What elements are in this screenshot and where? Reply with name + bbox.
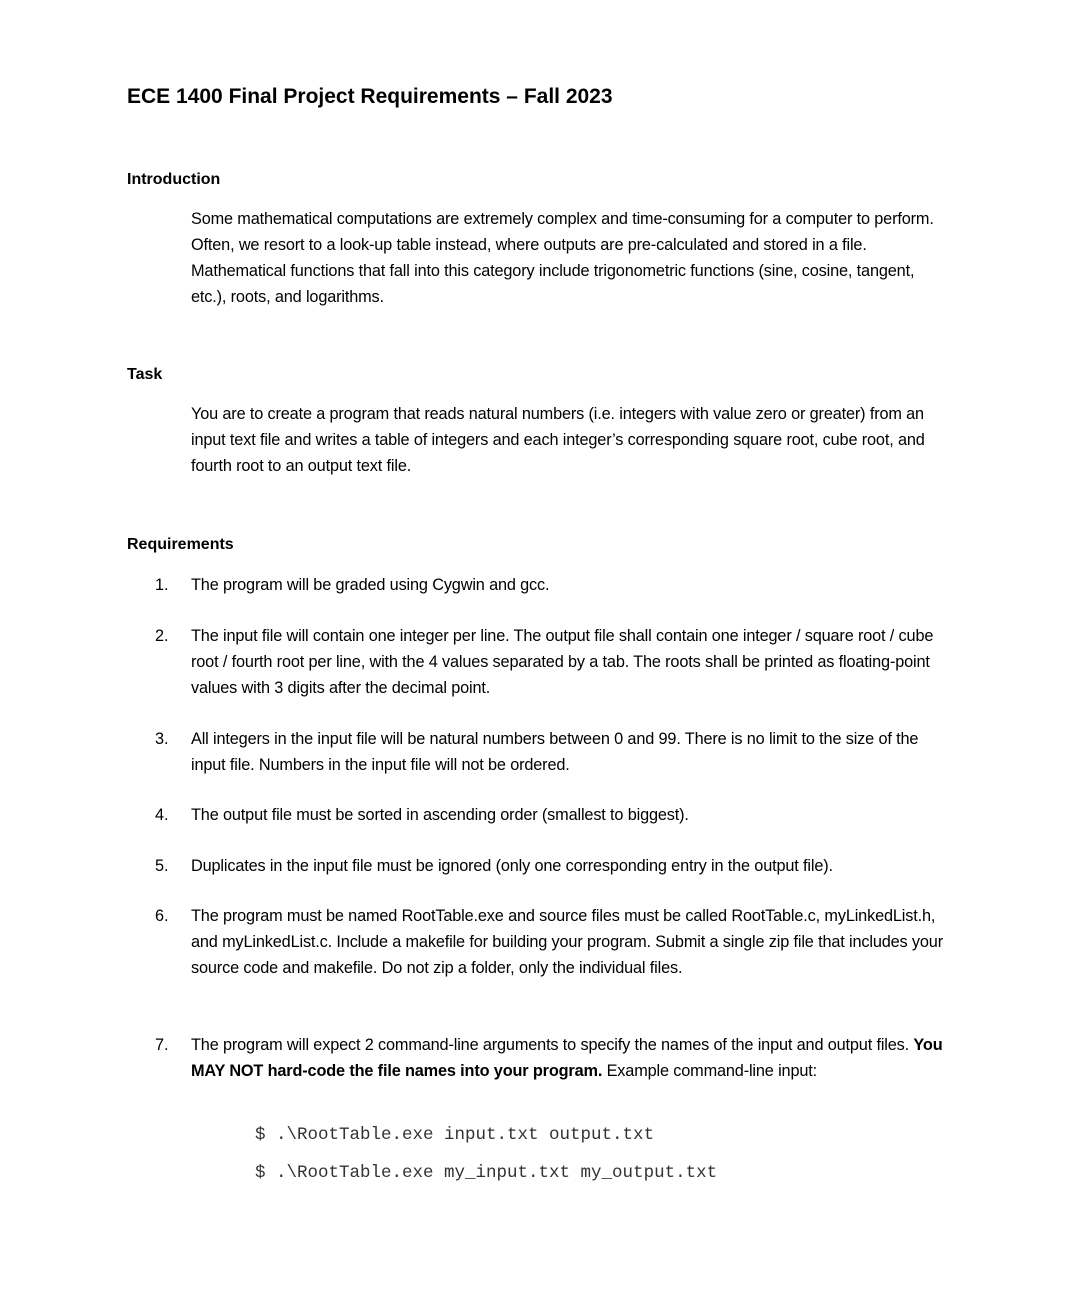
requirement-text: Duplicates in the input file must be ignored (only one corresponding entry in the output file). <box>191 857 833 875</box>
requirement-text-part: Example command-line input: <box>602 1062 818 1080</box>
requirements-heading: Requirements <box>127 536 234 553</box>
requirement-number: 3. <box>155 730 169 748</box>
requirement-number: 4. <box>155 806 169 824</box>
command-example: $ .\RootTable.exe input.txt output.txt <box>255 1125 655 1145</box>
requirement-text: The program will be graded using Cygwin and gcc. <box>191 576 550 594</box>
requirement-item <box>155 572 945 598</box>
requirement-item <box>155 802 945 828</box>
requirement-number: 5. <box>155 857 169 875</box>
requirement-text-part: The program will expect 2 command-line arguments to specify the names of the input and output files. <box>191 1036 914 1054</box>
command-example: $ .\RootTable.exe my_input.txt my_output.txt <box>255 1163 718 1183</box>
requirement-text <box>191 1032 945 1084</box>
task-heading: Task <box>127 366 163 383</box>
requirement-item <box>155 623 945 701</box>
requirement-item <box>155 903 945 981</box>
requirement-number: 6. <box>155 907 169 925</box>
requirement-item <box>155 726 945 778</box>
introduction-paragraph: Some mathematical computations are extremely complex and time-consuming for a computer to perform. Often, we resort to a look-up table instead, where outputs are pre-calculated and stored in a file. Mathematical functions that fall into this category include trigonometric functions (sine, cosine, tangent, etc.), roots, and logarithms. <box>191 210 934 306</box>
requirement-text: All integers in the input file will be natural numbers between 0 and 99. There is no limit to the size of the input file. Numbers in the input file will not be ordered. <box>191 730 919 774</box>
requirement-emphasis: You MAY NOT hard-code the file names into your program. <box>191 1036 943 1080</box>
requirement-text: The output file must be sorted in ascending order (smallest to biggest). <box>191 806 689 824</box>
requirement-item <box>155 853 945 879</box>
requirement-text: The program must be named RootTable.exe and source files must be called RootTable.c, myLinkedList.h, and myLinkedList.c. Include a makefile for building your program. Submit a single zip file that includes your source code and makefile. Do not zip a folder, only the individual files. <box>191 907 943 977</box>
requirement-number: 7. <box>155 1036 169 1054</box>
introduction-heading: Introduction <box>127 171 221 188</box>
requirement-number: 1. <box>155 576 169 594</box>
requirement-text: The input file will contain one integer per line. The output file shall contain one integer / square root / cube root / fourth root per line, with the 4 values separated by a tab. The roots shall be printed as floating-point values with 3 digits after the decimal point. <box>191 627 934 697</box>
task-paragraph: You are to create a program that reads natural numbers (i.e. integers with value zero or greater) from an input text file and writes a table of integers and each integer’s corresponding square root, cube root, and fourth root to an output text file. <box>191 405 925 475</box>
requirement-item <box>155 1032 945 1084</box>
document-title: ECE 1400 Final Project Requirements – Fall 2023 <box>127 85 613 108</box>
requirement-number: 2. <box>155 627 169 645</box>
